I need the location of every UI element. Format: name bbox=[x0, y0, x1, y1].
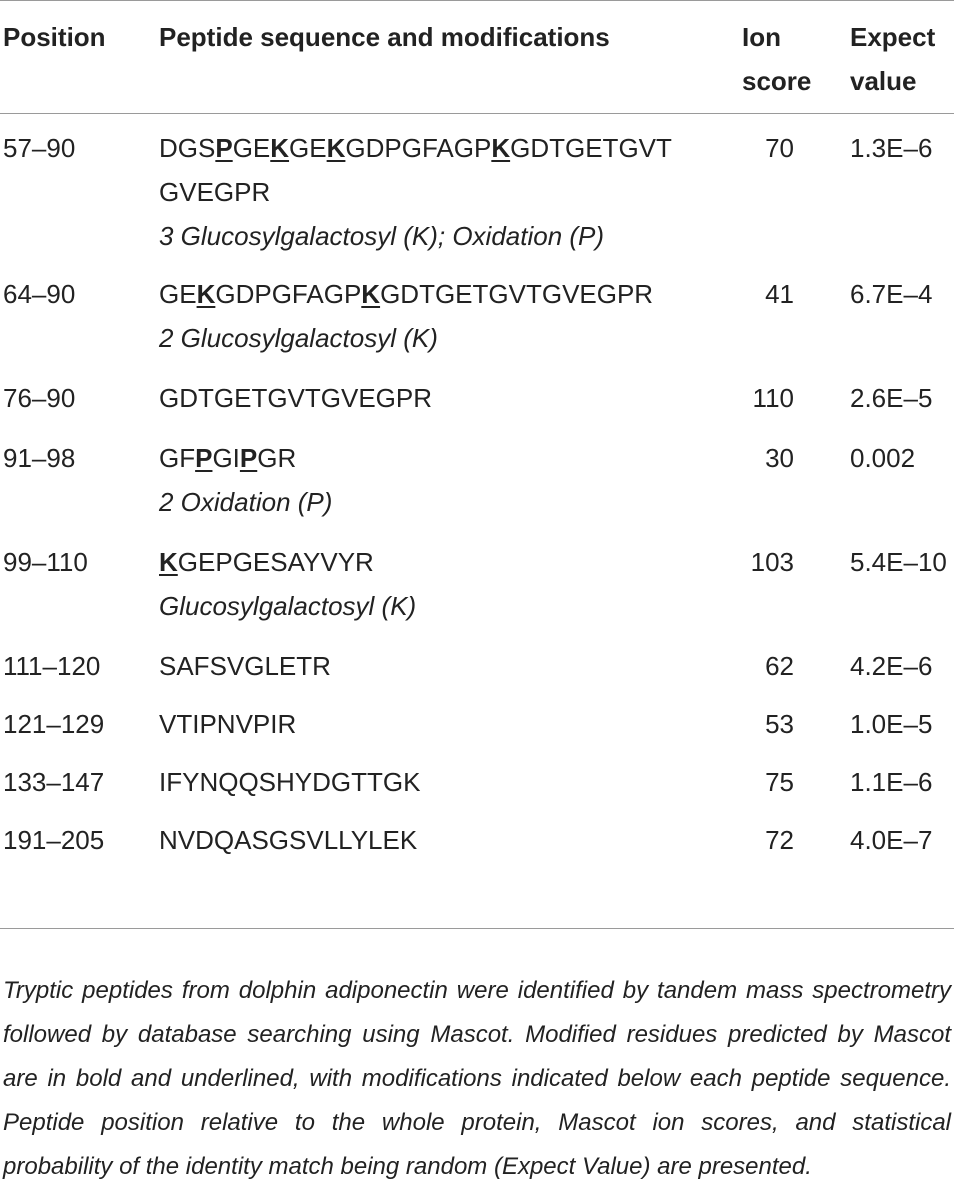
cell-position: 191–205 bbox=[3, 825, 105, 855]
cell-ion-score: 110 bbox=[752, 383, 794, 413]
peptide-sequence-line bbox=[159, 376, 742, 420]
table-row bbox=[0, 804, 954, 862]
sequence-segment: GDTGETGVTGVEGPR bbox=[380, 279, 654, 309]
cell-ion-score: 53 bbox=[765, 709, 794, 739]
cell-position: 57–90 bbox=[3, 133, 76, 163]
sequence-segment: GF bbox=[159, 443, 196, 473]
cell-peptide bbox=[159, 114, 742, 259]
peptide-modifications: 2 Glucosylgalactosyl (K) bbox=[159, 323, 438, 353]
sequence-segment: VTIPNVPIR bbox=[159, 709, 297, 739]
sequence-segment: GR bbox=[257, 443, 297, 473]
cell-expect-value: 0.002 bbox=[850, 443, 916, 473]
cell-ion-score: 103 bbox=[750, 547, 794, 577]
modified-residue: K bbox=[361, 279, 381, 309]
table-row bbox=[0, 688, 954, 746]
cell-ion-score: 72 bbox=[765, 825, 794, 855]
table-footnote: Tryptic peptides from dolphin adiponectin were identified by tandem mass spectrometry followed by database searching using Mascot. Modified residues predicted by Mascot are in bold and underlined, with modifications indicated below each peptide sequence. Peptide position relative to the whole protein, Mascot ion scores, and statistical probability of the identity match being random (Expect Value) are presented. bbox=[3, 977, 951, 1180]
cell-peptide bbox=[159, 688, 742, 746]
cell-ion-score: 62 bbox=[765, 651, 794, 681]
modified-residue: K bbox=[159, 547, 178, 577]
peptide-sequence-line bbox=[159, 540, 742, 584]
modified-residue: P bbox=[195, 443, 213, 473]
cell-peptide bbox=[159, 360, 742, 420]
sequence-segment: DGS bbox=[159, 133, 216, 163]
table-body bbox=[0, 114, 954, 863]
sequence-segment: GDPGFAGP bbox=[345, 133, 492, 163]
modified-residue: P bbox=[215, 133, 233, 163]
table-row bbox=[0, 746, 954, 804]
sequence-segment: GE bbox=[289, 133, 327, 163]
table-header bbox=[0, 1, 954, 114]
modified-residue: K bbox=[326, 133, 346, 163]
cell-ion-score: 41 bbox=[765, 279, 794, 309]
sequence-segment: SAFSVGLETR bbox=[159, 651, 331, 681]
table-row bbox=[0, 258, 954, 360]
cell-expect-value: 1.0E–5 bbox=[850, 709, 933, 739]
peptide-modifications: 2 Oxidation (P) bbox=[159, 487, 333, 517]
peptide-sequence-line bbox=[159, 818, 742, 862]
peptide-sequence-line bbox=[159, 644, 742, 688]
sequence-segment: IFYNQQSHYDGTTGK bbox=[159, 767, 421, 797]
peptide-sequence-line bbox=[159, 760, 742, 804]
modified-residue: K bbox=[270, 133, 290, 163]
header-ion-score: Ion score bbox=[742, 22, 812, 96]
header-row bbox=[0, 1, 954, 114]
sequence-segment: GEPGESAYVYR bbox=[177, 547, 374, 577]
cell-peptide bbox=[159, 804, 742, 862]
sequence-segment: GI bbox=[212, 443, 240, 473]
modified-residue: P bbox=[239, 443, 258, 473]
cell-peptide bbox=[159, 258, 742, 360]
header-position: Position bbox=[3, 22, 106, 52]
header-expect-value: Expect value bbox=[850, 22, 936, 96]
cell-peptide bbox=[159, 628, 742, 688]
cell-position: 91–98 bbox=[3, 443, 76, 473]
cell-position: 99–110 bbox=[3, 547, 88, 577]
peptide-modifications: 3 Glucosylgalactosyl (K); Oxidation (P) bbox=[159, 221, 605, 251]
table-row bbox=[0, 114, 954, 259]
table-row bbox=[0, 628, 954, 688]
cell-peptide bbox=[159, 420, 742, 524]
peptide-sequence-line bbox=[159, 170, 742, 214]
sequence-segment: GDPGFAGP bbox=[215, 279, 362, 309]
cell-position: 76–90 bbox=[3, 383, 76, 413]
cell-peptide bbox=[159, 746, 742, 804]
cell-position: 64–90 bbox=[3, 279, 76, 309]
cell-peptide bbox=[159, 524, 742, 628]
cell-position: 133–147 bbox=[3, 767, 105, 797]
cell-expect-value: 1.1E–6 bbox=[850, 767, 933, 797]
peptide-sequence-line bbox=[159, 702, 742, 746]
table-row bbox=[0, 360, 954, 420]
cell-ion-score: 75 bbox=[765, 767, 794, 797]
header-peptide: Peptide sequence and modifications bbox=[159, 22, 610, 52]
cell-expect-value: 5.4E–10 bbox=[850, 547, 947, 577]
cell-expect-value: 2.6E–5 bbox=[850, 383, 933, 413]
modified-residue: K bbox=[196, 279, 216, 309]
sequence-segment: GVEGPR bbox=[159, 177, 271, 207]
cell-ion-score: 70 bbox=[765, 133, 794, 163]
cell-position: 111–120 bbox=[3, 651, 101, 681]
peptide-sequence-line bbox=[159, 436, 742, 480]
peptide-modifications: Glucosylgalactosyl (K) bbox=[159, 591, 417, 621]
table-row bbox=[0, 420, 954, 524]
table-bottom-rule bbox=[0, 928, 954, 929]
sequence-segment: GDTGETGVTGVEGPR bbox=[159, 383, 433, 413]
sequence-segment: GE bbox=[159, 279, 197, 309]
cell-expect-value: 1.3E–6 bbox=[850, 133, 933, 163]
cell-expect-value: 6.7E–4 bbox=[850, 279, 933, 309]
cell-ion-score: 30 bbox=[765, 443, 794, 473]
peptide-sequence-line bbox=[159, 126, 742, 170]
sequence-segment: GE bbox=[232, 133, 271, 163]
modified-residue: K bbox=[491, 133, 511, 163]
cell-expect-value: 4.2E–6 bbox=[850, 651, 933, 681]
sequence-segment: NVDQASGSVLLYLEK bbox=[159, 825, 418, 855]
sequence-segment: GDTGETGVT bbox=[510, 133, 672, 163]
cell-position: 121–129 bbox=[3, 709, 105, 739]
table-row bbox=[0, 524, 954, 628]
peptide-sequence-line bbox=[159, 272, 742, 316]
cell-expect-value: 4.0E–7 bbox=[850, 825, 933, 855]
